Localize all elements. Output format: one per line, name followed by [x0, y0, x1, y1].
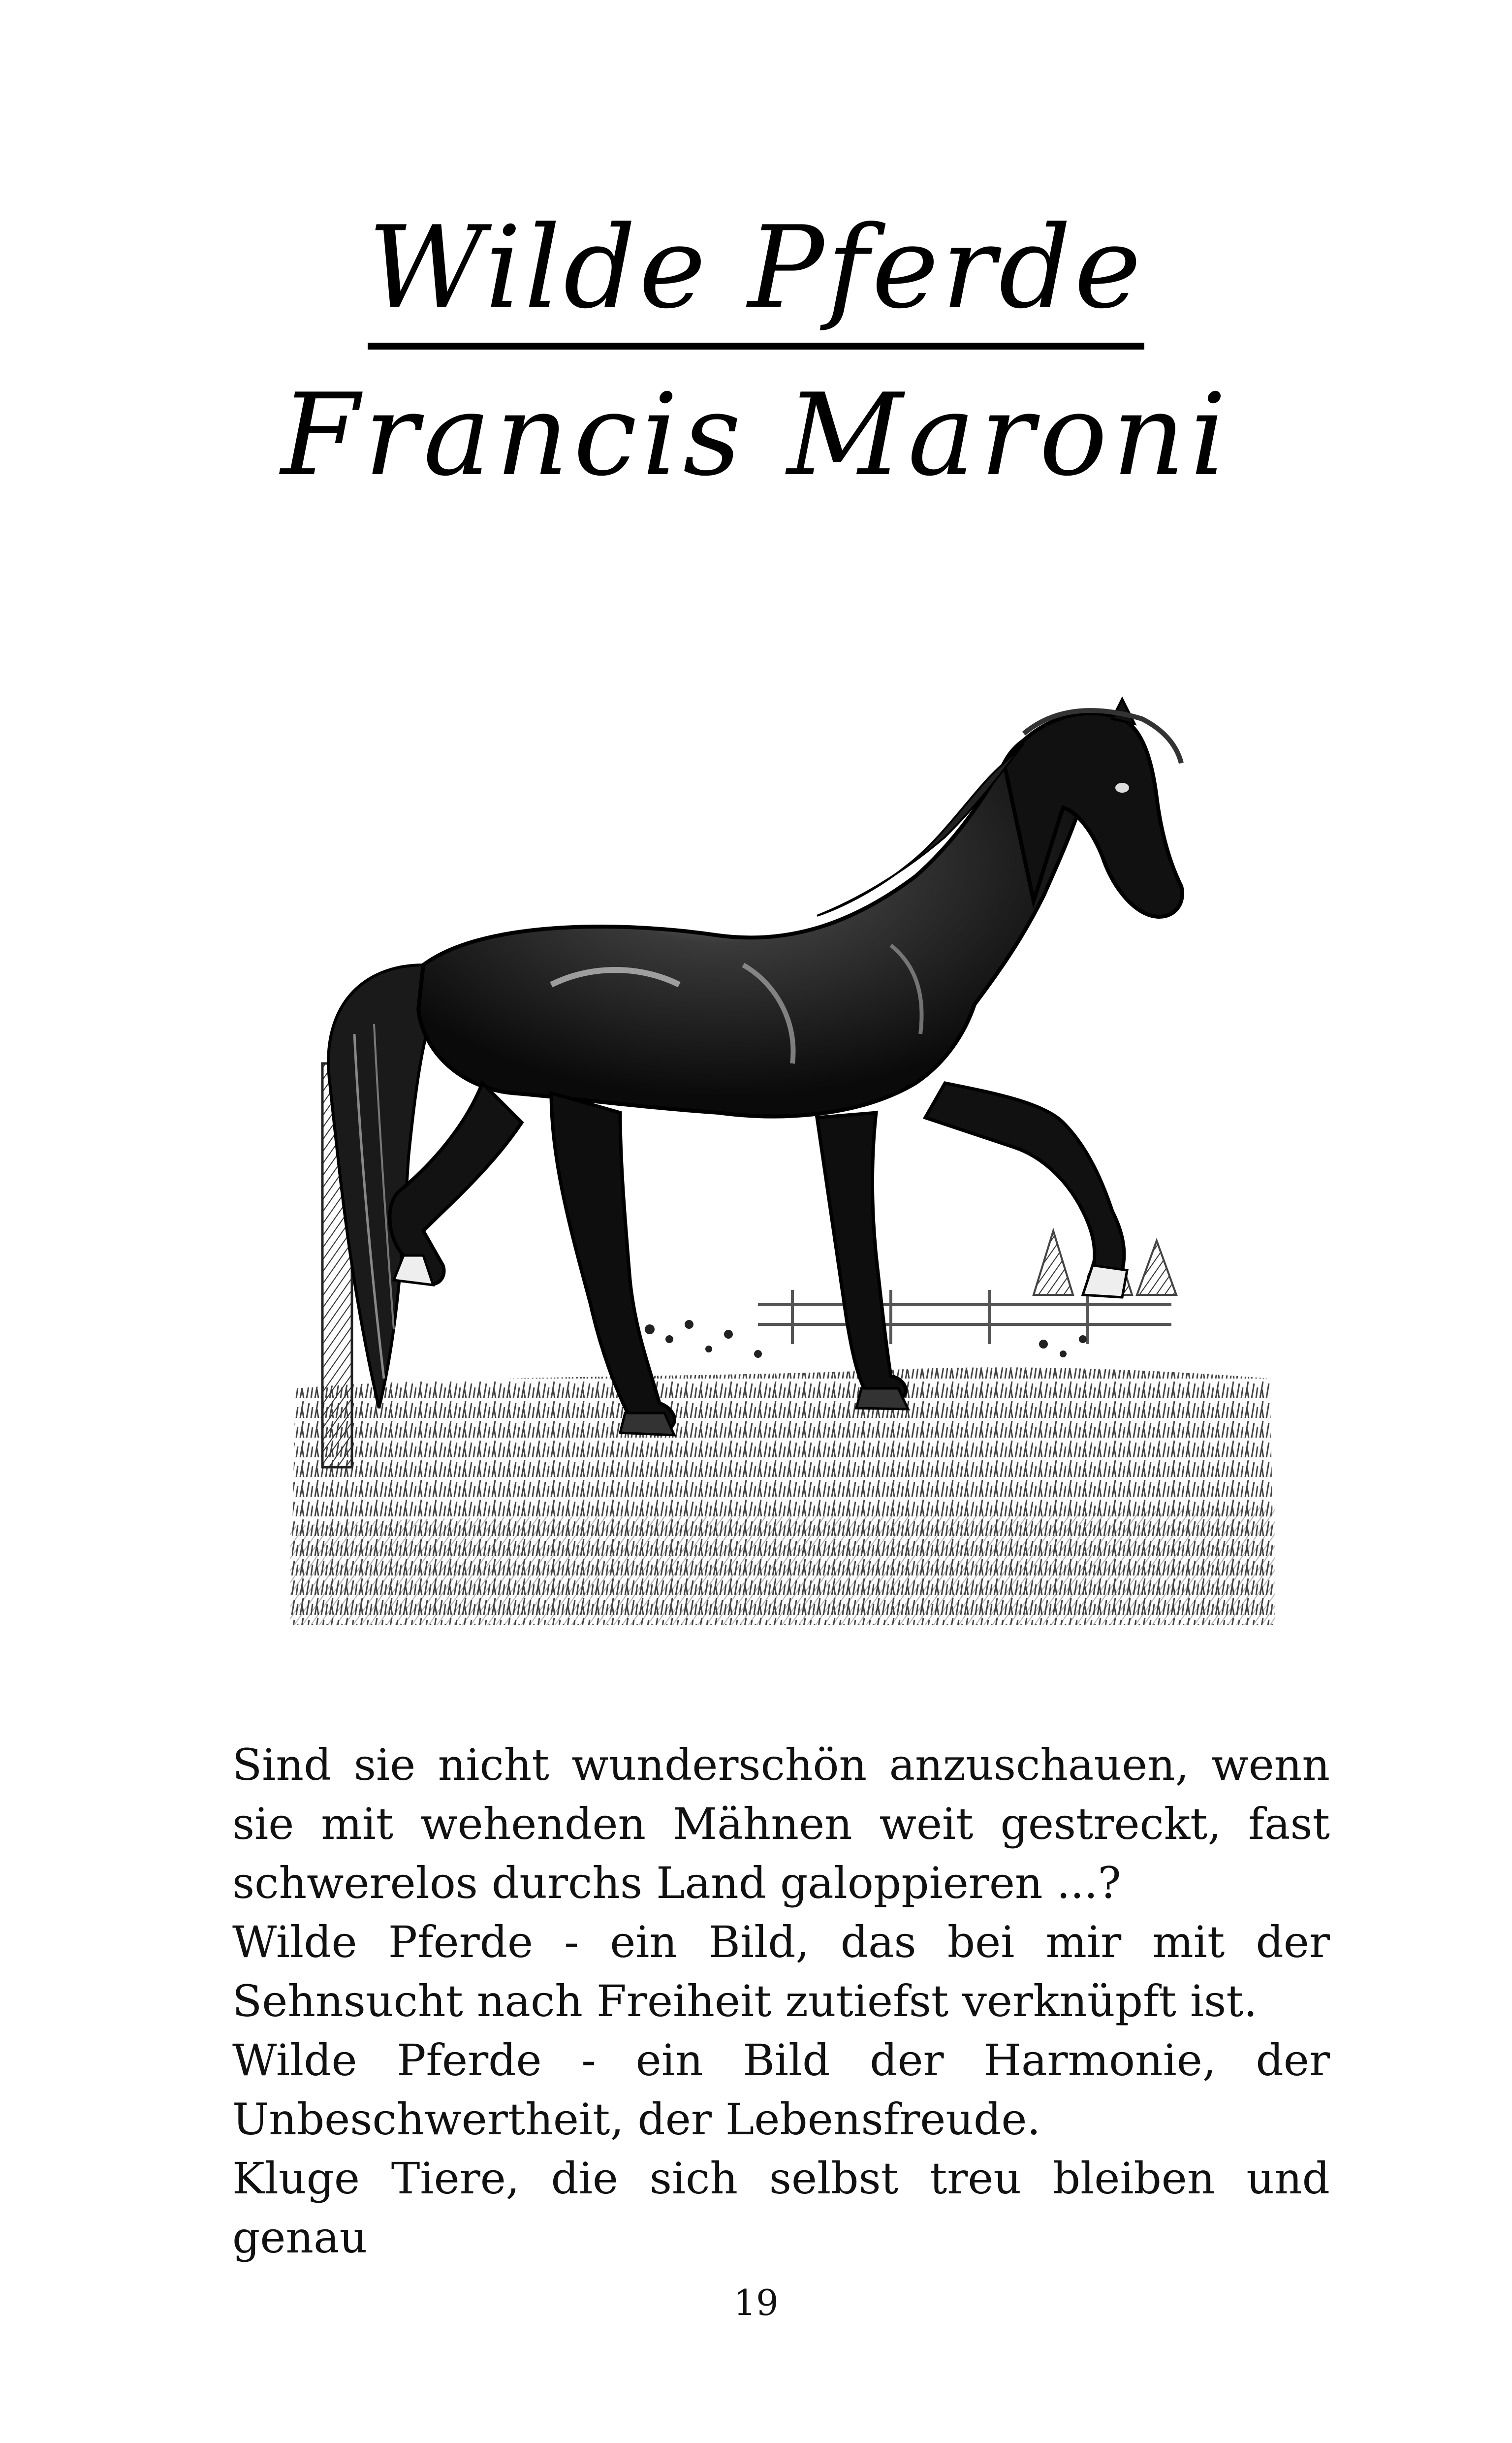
chapter-title: [0, 202, 1512, 334]
body-text: [232, 1736, 1330, 2267]
author-name: Francis Maroni: [281, 370, 1231, 501]
chapter-title-text: Wilde Pferde: [368, 202, 1144, 350]
horse-engraving-icon: [276, 689, 1280, 1649]
paragraph: Wilde Pferde - ein Bild der Harmonie, der Unbeschwertheit, der Lebensfreude.: [232, 2035, 1330, 2145]
paragraph: Wilde Pferde - ein Bild, das bei mir mit der Sehnsucht nach Freiheit zutiefst verknüpft ist.: [232, 1917, 1330, 2026]
page-number: 19: [733, 2282, 779, 2323]
paragraph: Sind sie nicht wunderschön anzuschauen, wenn sie mit wehenden Mähnen weit gestreckt, fast schwerelos durchs Land galoppieren ...?: [232, 1739, 1330, 1908]
paragraph: Kluge Tiere, die sich selbst treu bleiben und genau: [232, 2153, 1330, 2263]
